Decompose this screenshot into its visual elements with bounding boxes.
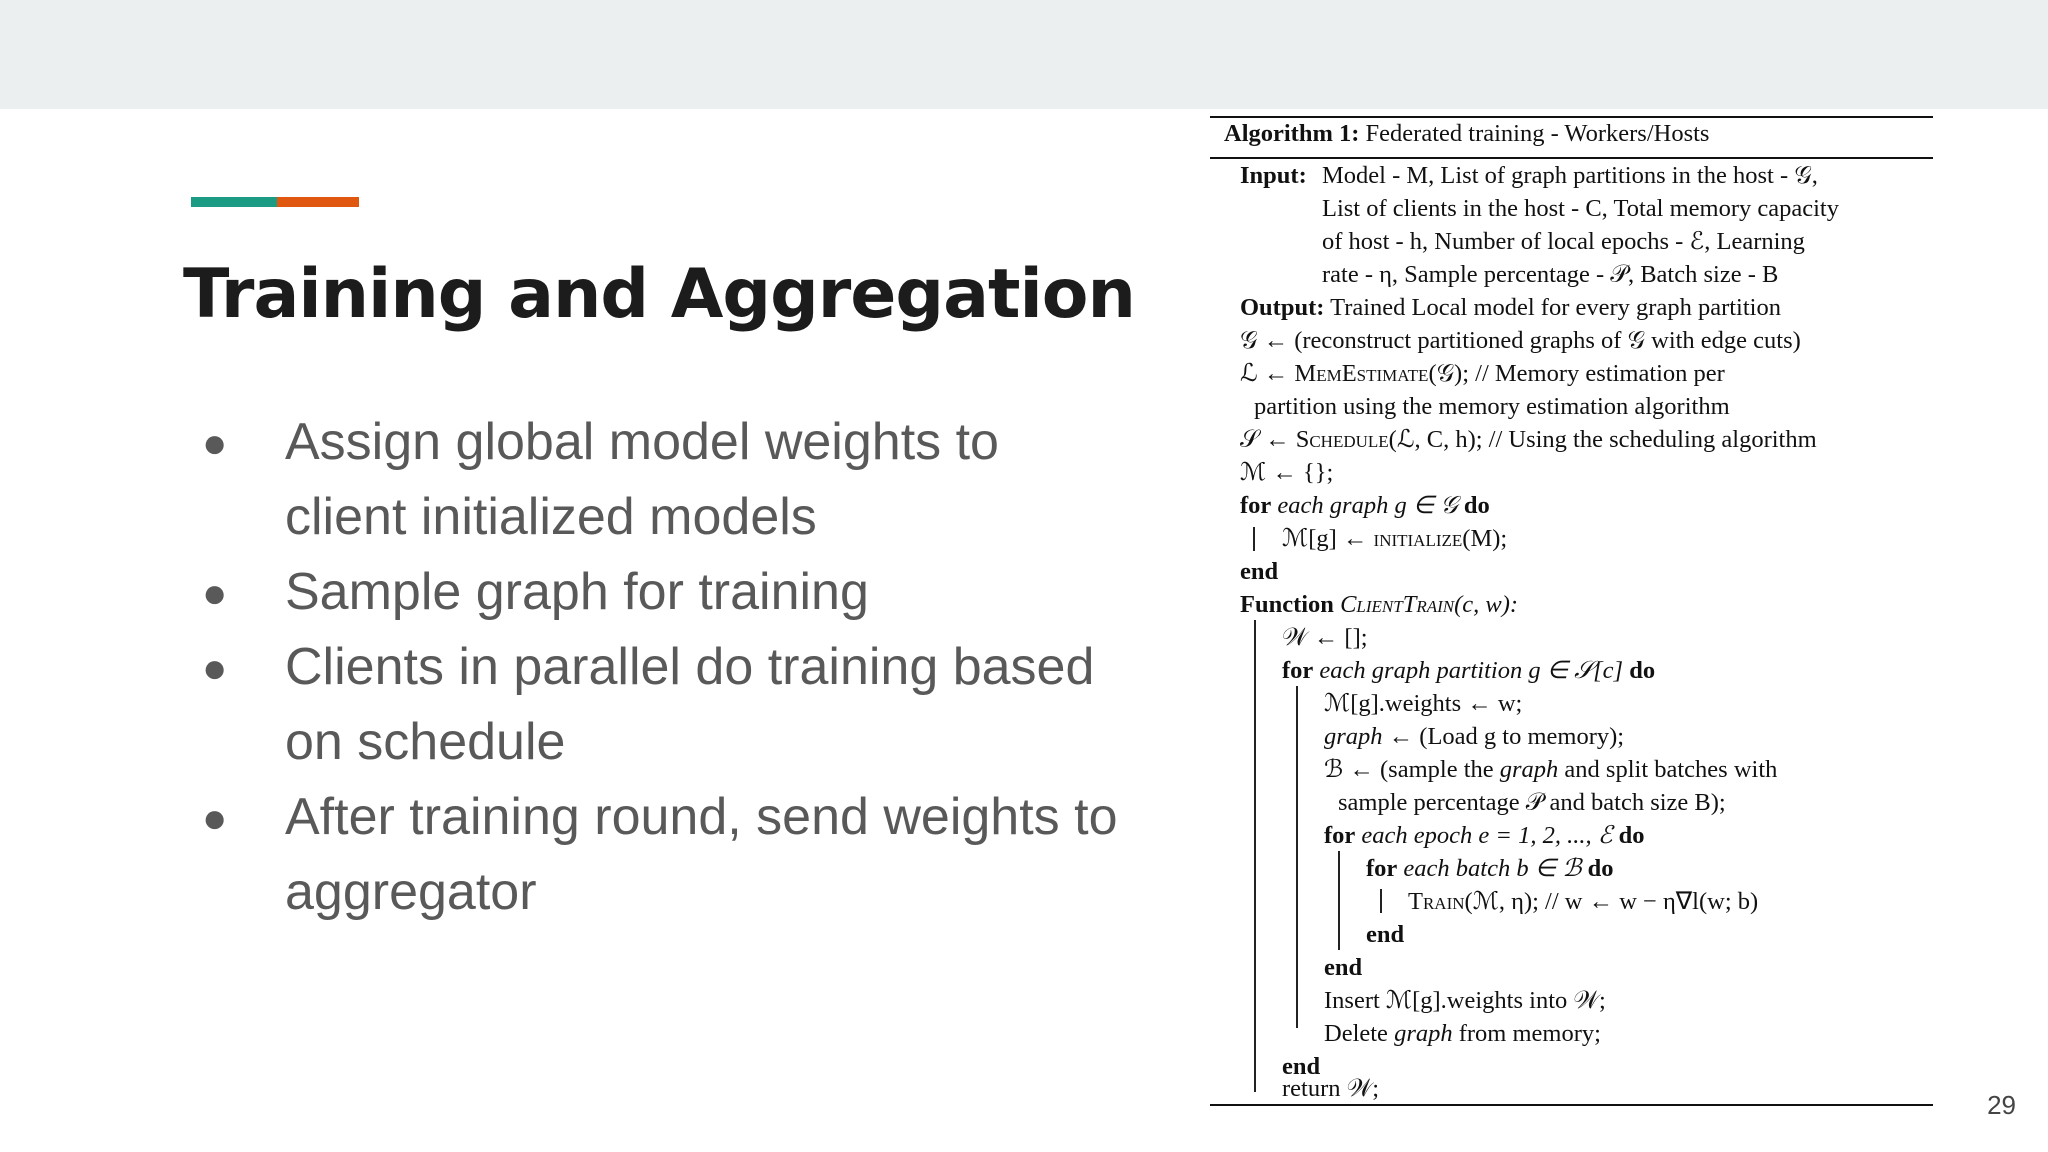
bullet-item xyxy=(200,780,1120,930)
bullet-text: Clients in parallel do training based on schedule xyxy=(285,638,1095,771)
algorithm-line: graph ← (Load g to memory); xyxy=(1324,723,1625,750)
indent-bar xyxy=(1254,620,1256,1092)
algorithm-line: for each batch b ∈ ℬ do xyxy=(1366,855,1614,882)
bullet-dot-icon: ● xyxy=(202,419,228,466)
algorithm-line: 𝒲 ← []; xyxy=(1282,624,1368,651)
algorithm-line: ℳ ← {}; xyxy=(1240,459,1334,486)
algorithm-line: ℳ[g] ← initialize(M); xyxy=(1282,525,1508,552)
algorithm-line: sample percentage 𝒫 and batch size B); xyxy=(1338,789,1726,816)
algorithm-header: Algorithm 1: Federated training - Workers/Hosts xyxy=(1224,120,1710,147)
bullet-item xyxy=(200,555,1120,630)
algorithm-top-rule xyxy=(1210,116,1933,118)
page-number: 29 xyxy=(1987,1090,2016,1120)
bullet-text: Assign global model weights to client initialized models xyxy=(285,413,999,546)
bullet-dot-icon: ● xyxy=(202,569,228,616)
indent-bar xyxy=(1253,527,1255,551)
algorithm-line: ℳ[g].weights ← w; xyxy=(1324,690,1523,717)
algorithm-line: 𝒮 ← Schedule(ℒ, C, h); // Using the scheduling algorithm xyxy=(1240,426,1817,453)
algorithm-bottom-rule xyxy=(1210,1104,1933,1106)
algorithm-line: end xyxy=(1282,1053,1321,1080)
algorithm-box xyxy=(1210,116,1933,1106)
algorithm-input-line: List of clients in the host - C, Total memory capacity xyxy=(1322,195,1839,222)
algorithm-input-line: rate - η, Sample percentage - 𝒫, Batch size - B xyxy=(1322,261,1779,288)
algorithm-line: for each graph partition g ∈ 𝒮[c] do xyxy=(1282,657,1656,684)
algorithm-input: Input: xyxy=(1240,162,1307,189)
bullet-dot-icon: ● xyxy=(202,644,228,691)
algorithm-line: ℬ ← (sample the graph and split batches with xyxy=(1324,756,1778,783)
algorithm-input-line: Model - M, List of graph partitions in the host - 𝒢, xyxy=(1322,162,1818,189)
accent-bar-orange xyxy=(277,197,359,207)
bullet-dot-icon: ● xyxy=(202,794,228,841)
top-band xyxy=(0,0,2048,109)
algorithm-line: end xyxy=(1240,558,1279,585)
bullet-text: After training round, send weights to aggregator xyxy=(285,788,1118,921)
algorithm-line: Train(ℳ, η); // w ← w − η∇l(w; b) xyxy=(1408,888,1759,915)
accent-bar-teal xyxy=(191,197,277,207)
algorithm-line: end xyxy=(1324,954,1363,981)
indent-bar xyxy=(1380,889,1382,913)
algorithm-line: Insert ℳ[g].weights into 𝒲; xyxy=(1324,987,1606,1014)
bullet-list xyxy=(200,405,1120,930)
algorithm-input-line: of host - h, Number of local epochs - ℰ, Learning xyxy=(1322,228,1805,255)
bullet-item xyxy=(200,630,1120,780)
algorithm-line: 𝒢 ← (reconstruct partitioned graphs of 𝒢 with edge cuts) xyxy=(1240,327,1801,354)
algorithm-line: Function ClientTrain(c, w): xyxy=(1240,591,1519,618)
bullet-text: Sample graph for training xyxy=(285,563,869,621)
algorithm-line: partition using the memory estimation algorithm xyxy=(1254,393,1730,420)
algorithm-output: Output: Trained Local model for every graph partition xyxy=(1240,294,1781,321)
algorithm-line: end xyxy=(1366,921,1405,948)
indent-bar xyxy=(1338,851,1340,950)
algorithm-line: return 𝒲; xyxy=(1282,1075,1380,1102)
indent-bar xyxy=(1296,686,1298,1028)
algorithm-header-rule xyxy=(1210,157,1933,159)
algorithm-line: for each epoch e = 1, 2, ..., ℰ do xyxy=(1324,822,1645,849)
bullet-item xyxy=(200,405,1120,555)
algorithm-line: Delete graph from memory; xyxy=(1324,1020,1601,1047)
slide-title: Training and Aggregation xyxy=(183,255,1135,334)
algorithm-line: ℒ ← MemEstimate(𝒢); // Memory estimation per xyxy=(1240,360,1725,387)
algorithm-line: for each graph g ∈ 𝒢 do xyxy=(1240,492,1490,519)
